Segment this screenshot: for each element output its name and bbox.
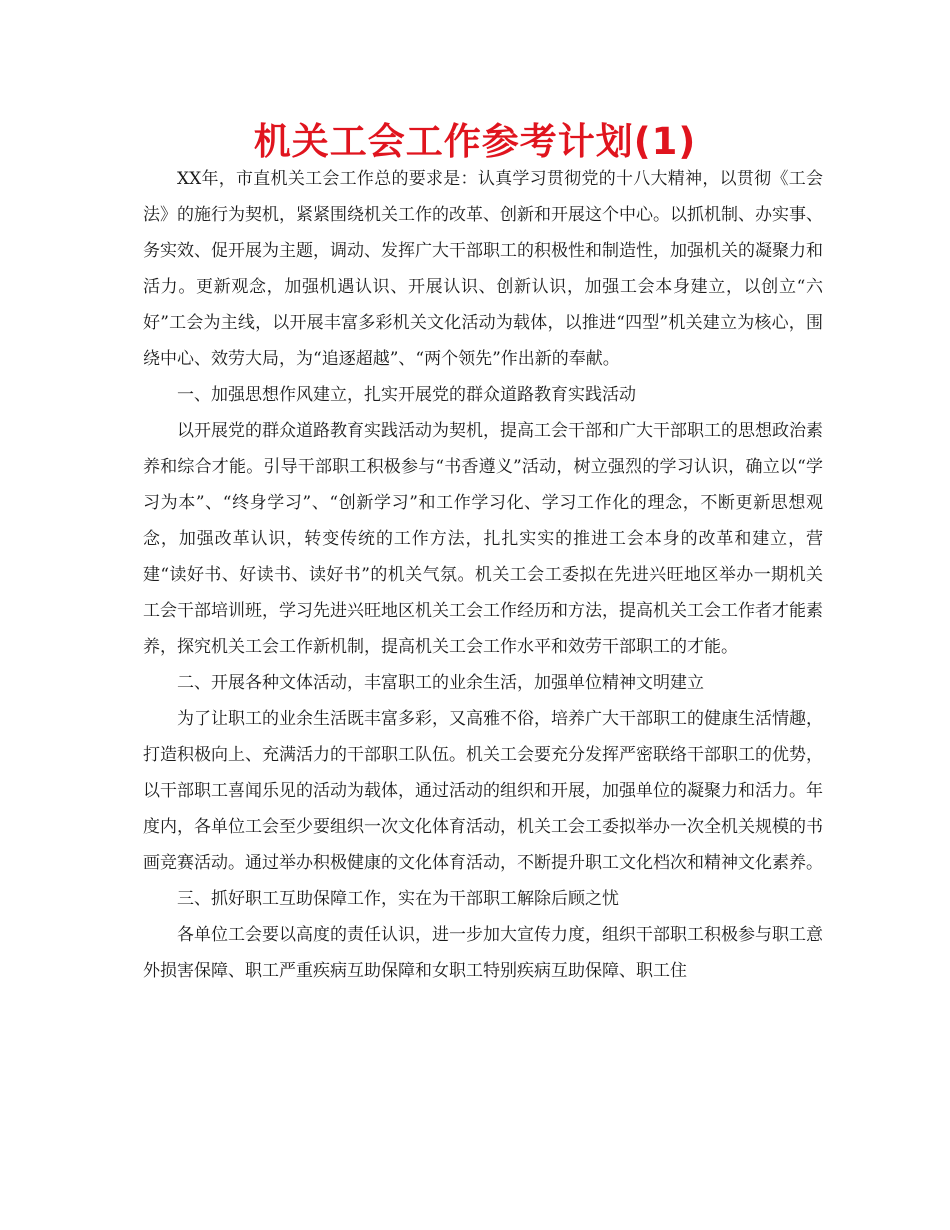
paragraph-section-1: 以开展党的群众道路教育实践活动为契机，提高工会干部和广大干部职工的思想政治素养和综合才能。引导干部职工积极参与“书香遵义”活动，树立强烈的学习认识，确立以“学习为本”、“终身学习”、“创新学习”和工作学习化、学习工作化的理念，不断更新思想观念，加强改革认识，转变传统的工作方法，扎扎实实的推进工会本身的改革和建立，营建“读好书、好读书、读好书”的机关气氛。机关工会工委拟在先进兴旺地区举办一期机关工会干部培训班，学习先进兴旺地区机关工会工作经历和方法，提高机关工会工作者才能素养，探究机关工会工作新机制，提高机关工会工作水平和效劳干部职工的才能。 [143, 421, 823, 657]
paragraph-intro: XX年，市直机关工会工作总的要求是：认真学习贯彻党的十八大精神，以贯彻《工会法》的施行为契机，紧紧围绕机关工作的改革、创新和开展这个中心。以抓机制、办实事、务实效、促开展为主题，调动、发挥广大干部职工的积极性和制造性，加强机关的凝聚力和活力。更新观念，加强机遇认识、开展认识、创新认识，加强工会本身建立，以创立“六好”工会为主线，以开展丰富多彩机关文化活动为载体，以推进“四型”机关建立为核心，围绕中心、效劳大局，为“追逐超越”、“两个领先”作出新的奉献。 [143, 169, 823, 369]
document-title: 机关工会工作参考计划(1) [253, 120, 697, 163]
section-heading-2: 二、开展各种文体活动，丰富职工的业余生活，加强单位精神文明建立 [177, 673, 704, 693]
paragraph-section-3: 各单位工会要以高度的责任认识，进一步加大宣传力度，组织干部职工积极参与职工意外损害保障、职工严重疾病互助保障和女职工特别疾病互助保障、职工住 [143, 925, 823, 981]
section-heading-1: 一、加强思想作风建立，扎实开展党的群众道路教育实践活动 [177, 385, 636, 405]
section-heading-3: 三、抓好职工互助保障工作，实在为干部职工解除后顾之忧 [177, 889, 619, 909]
paragraph-section-2: 为了让职工的业余生活既丰富多彩，又高雅不俗，培养广大干部职工的健康生活情趣，打造积极向上、充满活力的干部职工队伍。机关工会要充分发挥严密联络干部职工的优势，以干部职工喜闻乐见的活动为载体，通过活动的组织和开展，加强单位的凝聚力和活力。年度内，各单位工会至少要组织一次文化体育活动，机关工会工委拟举办一次全机关规模的书画竞赛活动。通过举办积极健康的文化体育活动，不断提升职工文化档次和精神文化素养。 [143, 709, 823, 873]
document-body [143, 161, 823, 989]
